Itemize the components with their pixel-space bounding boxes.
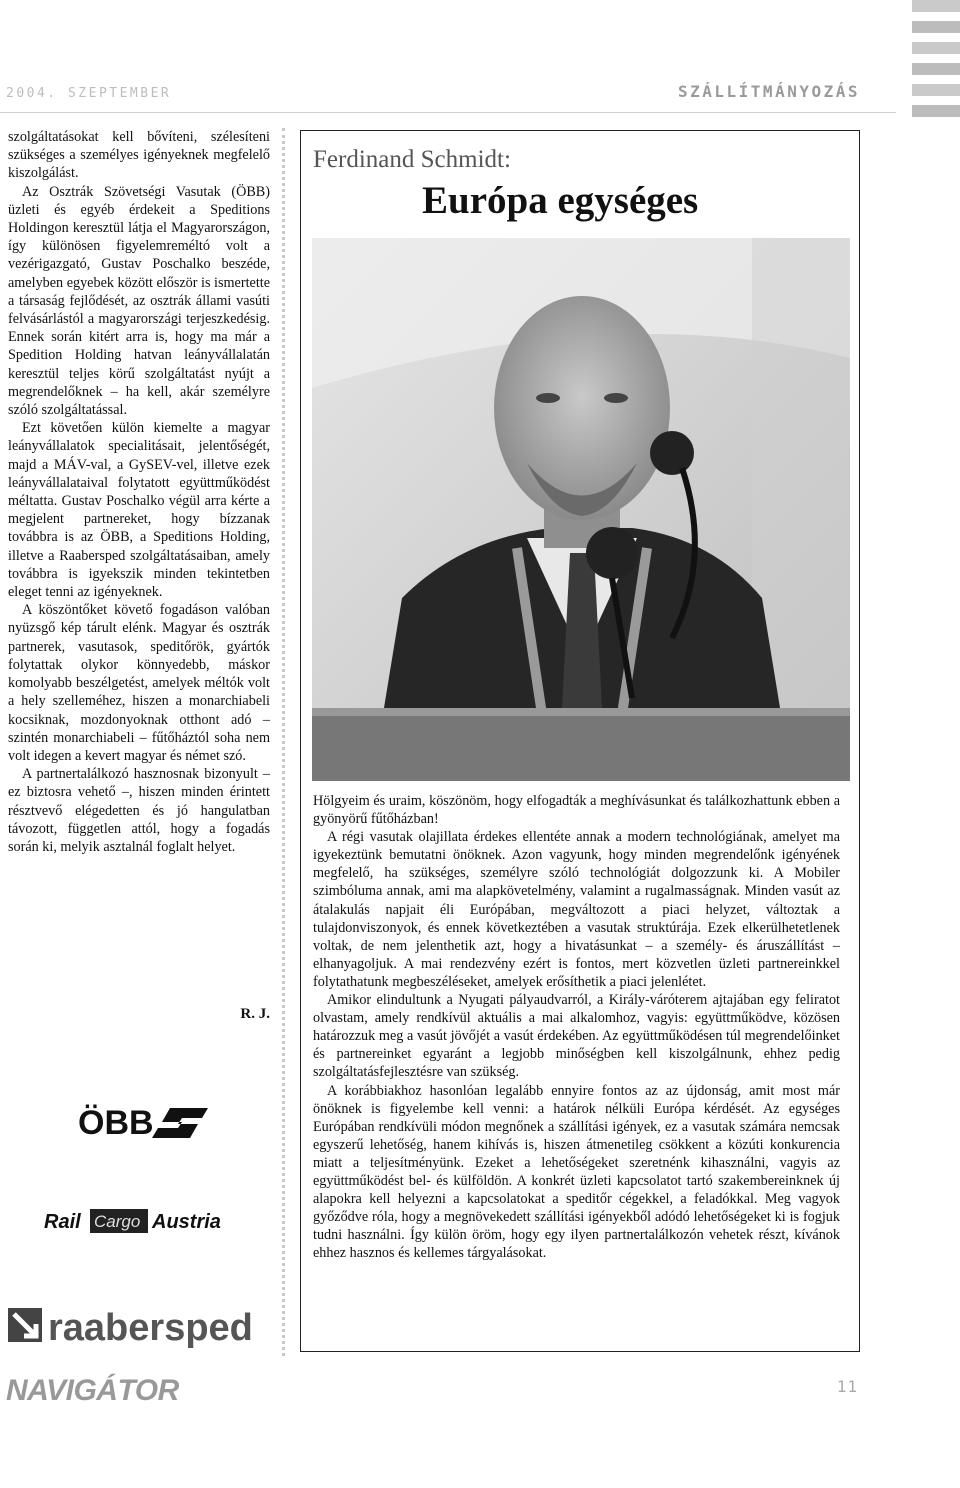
- obb-logo: [78, 1102, 210, 1142]
- speech-paragraph: A régi vasutak olajillata érdekes ellentéte annak a modern technológiának, amelyet ma igyekeztünk bemutatni önöknek. Azon vagyunk, hogy minden megrendelőnk igényének megfelelő, ha szükséges, személyre szóló technológiát dolgozzunk ki. A Mobiler szimbóluma annak, ami ma alapkövetelmény, valamint a rugalmasságnak. Minden vasút az átalakulás napjait éli Európában, megváltozott a piaci helyzet, változtak a tulajdonviszonyok, és ennek következtében a vasutak struktúrája. Ezek elkerülhetetlenek voltak, de nem jelenthetik azt, hogy a hivatásunkat – a személy- és áruszállítást – elhanyagoljuk. A mai rendezvény ezért is fontos, mert közvetlen üzleti partnereinkkel folytathatunk megbeszéléseket, amelyek erősíthetik a piaci jelenlétet.: [313, 829, 840, 990]
- logo-cargo-text: Cargo: [94, 1212, 141, 1231]
- left-paragraph: A köszöntőket követő fogadáson valóban nyüzsgő kép tárult elénk. Magyar és osztrák partnerek, vasutasok, speditőrök, gyártók folytattak olykor könnyedebb, máskor komolyabb beszélgetést, amelyek méltók volt a hely szelleméhez, hiszen a monarchiabeli kocsiknak, mozdonyoknak otthont adó – szintén monarchiabeli – fűtőháztól soha nem volt idegen a kevert magyar és német szó.: [8, 602, 270, 764]
- author-signature: R. J.: [240, 1006, 270, 1022]
- speech-text: [313, 792, 840, 1262]
- raabersped-logo: [6, 1300, 274, 1350]
- page-number: 11: [836, 1377, 858, 1396]
- left-paragraph: szolgáltatásokat kell bővíteni, szélesíteni szükséges a személyes igényeknek megfelelő kiszolgálást.: [8, 129, 270, 182]
- issue-date: 2004. SZEPTEMBER: [6, 86, 172, 101]
- speech-paragraph: Amikor elindultunk a Nyugati pályaudvarról, a Király-váróterem ajtajában egy feliratot olvastam, amely rendkívül aktuális a mai alkalomhoz, vagyis: együttműködve, közösen határozzuk meg a vasút jövőjét a vasút érdekében. Az együttműködésen túl megrendelőinket és partnereinket egyaránt a legjobb minőségben kell kiszolgálnunk, ehhez pedig szolgáltatásfejlesztésre van szükség.: [313, 992, 840, 1081]
- header-rule: [0, 112, 896, 113]
- logo-rail-text: Rail: [44, 1211, 81, 1233]
- speech-title: Európa egységes: [422, 179, 699, 222]
- left-paragraph: Ezt követően külön kiemelte a magyar leányvállalatok specialitásait, jelentőségét, majd a MÁV-val, a GySEV-vel, illetve ezek leányvállalataival folytatott együttműködést méltatta. Gustav Poschalko végül arra kérte a megjelent partnereket, hogy bízzanak továbbra is az ÖBB, a Speditions Holding, illetve a Raabersped szolgáltatásaiban, amely továbbra is igyekszik minden tekintetben eleget tenni az igényeknek.: [8, 420, 270, 601]
- magazine-logo: NAVIGÁTOR: [6, 1374, 179, 1407]
- speech-paragraph: Hölgyeim és uraim, köszönöm, hogy elfogadták a meghívásunkat és találkozhattunk ebben a gyönyörű fűtőházban!: [313, 793, 840, 828]
- raabersped-logo-text: raabersped: [48, 1307, 253, 1349]
- speaker-photo-illustration: [312, 238, 850, 781]
- logo-austria-text: Austria: [152, 1211, 221, 1233]
- speaker-photo: [312, 238, 850, 781]
- left-paragraph: A partnertalálkozó hasznosnak bizonyult – ez biztosra vehető –, hiszen minden érintett résztvevő elégedetten és jó hangulatban távozott, független attól, hogy a fogadás során ki, melyik asztalnál foglalt helyet.: [8, 766, 270, 855]
- obb-logo-text: ÖBB: [78, 1104, 154, 1142]
- column-divider: [282, 128, 285, 1356]
- obb-swoosh-icon: [152, 1108, 208, 1138]
- section-title: SZÁLLÍTMÁNYOZÁS: [678, 82, 860, 101]
- left-paragraph: Az Osztrák Szövetségi Vasutak (ÖBB) üzleti és egyéb érdekeit a Speditions Holdingon keresztül látja el Magyarországon, így különösen figyelemreméltó volt a vezérigazgató, Gustav Poschalko beszéde, amelyben egyebek között először is ismertette a társaság fejlődését, az osztrák állami vasúti felvásárlástól a magyarországi terjeszkedésig. Ennek során kitért arra is, hogy ma már a Spedition Holding hatvan leányvállalatán keresztül teljes körű szolgáltatást nyújt a megrendelőknek – ha kell, akár személyre szóló szolgáltatással.: [8, 183, 270, 419]
- rail-cargo-austria-logo: [44, 1206, 228, 1236]
- left-column-text: [8, 128, 270, 856]
- speech-paragraph: A korábbiakhoz hasonlóan legalább ennyire fontos az az újdonság, amit most már önöknek is figyelembe kell venni: a határok nélküli Európa kérdését. Az egységes Európában rendkívüli módon megnőnek a szállítási igények, ez a vasutak számára nemcsak egyszerű lehetőség, hanem kihívás is, hiszen átmenetileg csökkent a közúti konkurencia miatt a teljesítményünk. Ezeket a lehetőségeket szeretnénk kihasználni, vagyis az együttműködést bel- és külföldön. A konkrét üzleti kapcsolatot tartó szakembereinknek új alapokra kell helyezni a kapcsolatokat a speditőr cégekkel, a feladókkal. Meg vagyok győződve róla, hogy a megnövekedett szállítási igényekből adódó lehetőségeket ki is fogjuk tudni használni. Így külön öröm, hogy egy ilyen partnertalálkozón vehetek részt, kívánok ehhez hasznos és kellemes tárgyalásokat.: [313, 1082, 840, 1262]
- header-decor-bars: [912, 0, 960, 126]
- speech-author: Ferdinand Schmidt:: [313, 146, 511, 173]
